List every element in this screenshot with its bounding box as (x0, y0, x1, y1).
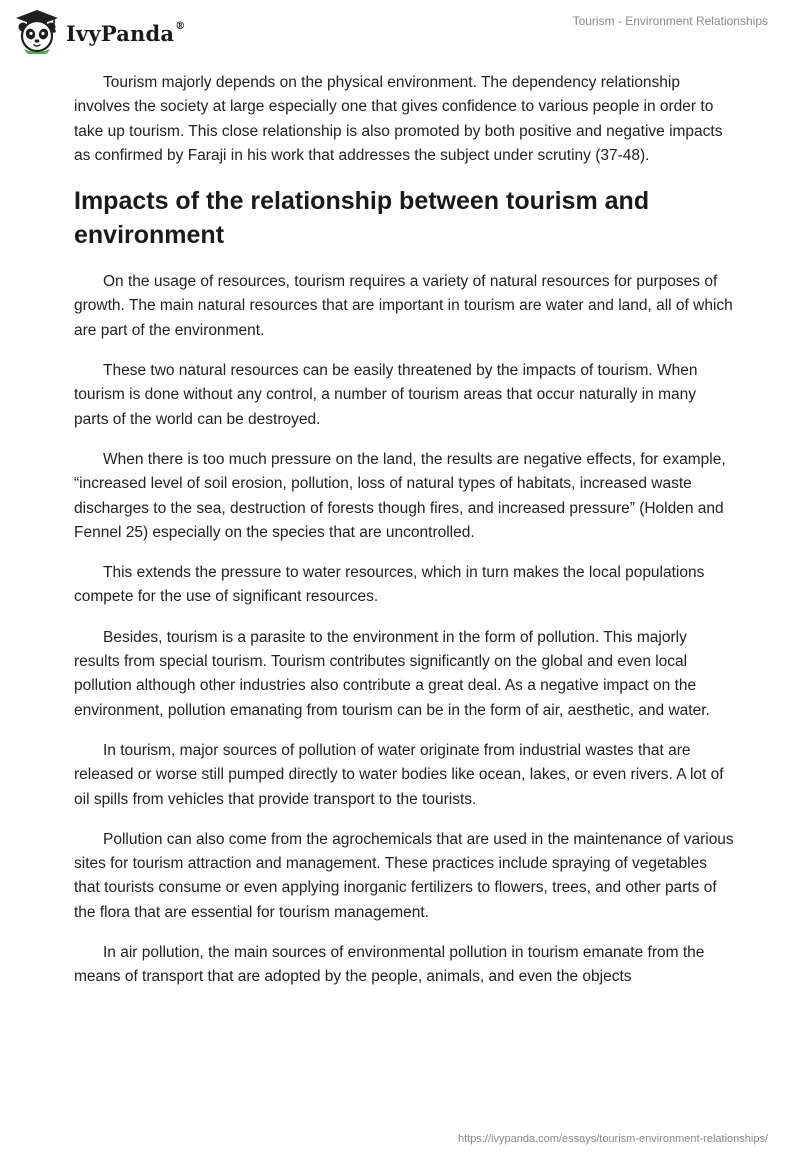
registered-mark: ® (175, 20, 186, 32)
source-url[interactable]: https://ivypanda.com/essays/tourism-environment-relationships/ (458, 1133, 768, 1145)
intro-paragraph: Tourism majorly depends on the physical environment. The dependency relationship involves the society at large especially one that gives confidence to various people in order to take up tourism. This close relationship is also promoted by both positive and negative impacts as confirmed by Faraji in his work that addresses the subject under scrutiny (37-48). (74, 74, 723, 164)
paragraph: This extends the pressure to water resources, which in turn makes the local populations compete for the use of significant resources. (74, 564, 705, 606)
panda-logo-icon (14, 8, 60, 54)
logo-text: IvyPanda® (66, 20, 186, 46)
paragraph: In air pollution, the main sources of environmental pollution in tourism emanate from the means of transport that are adopted by the people, animals, and even the objects (74, 944, 705, 986)
page-header (0, 0, 800, 70)
section-heading: Impacts of the relationship between tourism and environment (74, 187, 650, 250)
paragraph: In tourism, major sources of pollution of water originate from industrial wastes that are released or worse still pumped directly to water bodies like ocean, lakes, or even rivers. A lot of oil spills from vehicles that provide transport to the tourists. (74, 741, 724, 808)
logo[interactable] (14, 8, 185, 54)
essay-body (74, 71, 734, 1006)
paragraph: These two natural resources can be easily threatened by the impacts of tourism. When tourism is done without any control, a number of tourism areas that occur naturally in many parts of the world can be destroyed. (74, 362, 698, 428)
document-title: Tourism - Environment Relationships (572, 14, 768, 28)
paragraph: On the usage of resources, tourism requires a variety of natural resources for purposes of growth. The main natural resources that are important in tourism are water and land, all of which are part of the environment. (74, 273, 733, 339)
paragraph: When there is too much pressure on the land, the results are negative effects, for example, “increased level of soil erosion, pollution, loss of natural types of habitats, increased waste discharges to the sea, destruction of forests though fires, and increased pressure” (Holden and Fennel 25) especially on the species that are uncontrolled. (74, 450, 726, 541)
paragraph: Besides, tourism is a parasite to the environment in the form of pollution. This majorly results from special tourism. Tourism contributes significantly on the global and even local pollution although other industries also contribute a great deal. As a negative impact on the environment, pollution emanating from tourism can be in the form of air, aesthetic, and water. (74, 628, 710, 719)
paragraph: Pollution can also come from the agrochemicals that are used in the maintenance of various sites for tourism attraction and management. These practices include spraying of vegetables that tourists consume or even applying inorganic fertilizers to flowers, trees, and other parts of the flora that are essential for tourism management. (74, 830, 734, 921)
